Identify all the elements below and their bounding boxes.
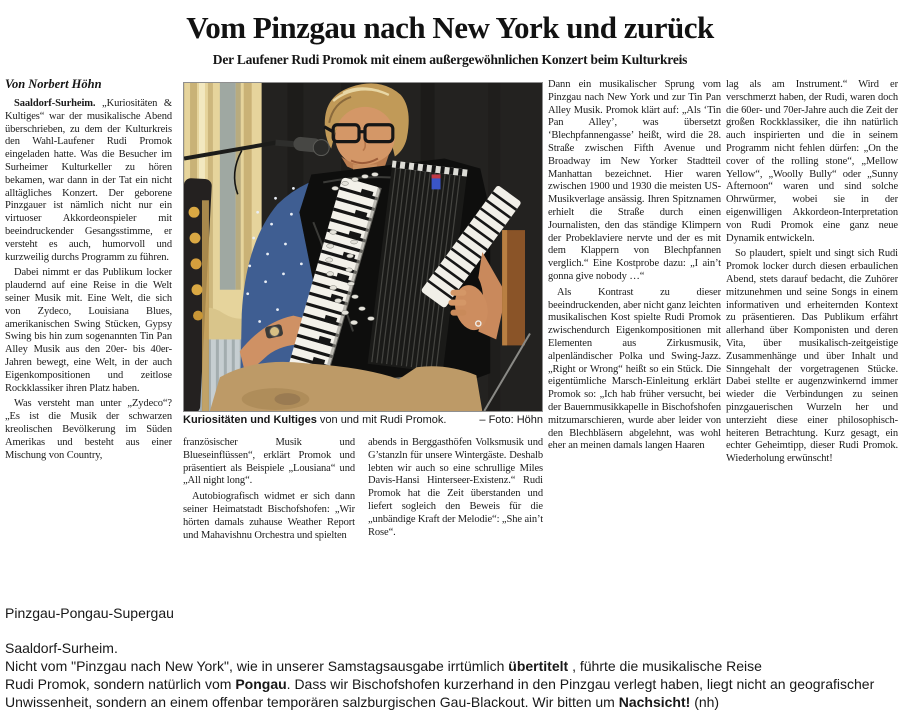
paragraph [5,98,172,264]
correction-text: . Dass wir Bischofshofen kurzerhand in den Pinzgau verlegt haben, liegt nicht an geografischer [286,676,875,692]
correction-bold-word: Nachsicht! [618,694,691,710]
correction-text: Unwissenheit, sondern an einem offenbar temporären salzburgischen Gau-Blackout. Wir bitten um [5,694,619,710]
caption-rest: von und mit Rudi Promok. [316,414,447,426]
article-column-3 [368,437,543,542]
article-title: Vom Pinzgau nach New York und zurück [186,10,714,45]
caption-text [183,414,446,426]
paragraph: Dann ein musikalischer Sprung vom Pinzgau nach New York und zur Tin Pan Alley Musik. Promok klärt auf: „Als ‘Tin Pan Alley’, was übersetzt ‘Blechpfannengasse’ heißt, wird die 28. Straße zwischen Fifth Avenue und Broadway im New Yorker Stadtteil Manhattan bezeichnet. Hier waren zwischen 1900 und 1930 die meisten US-Musikverlage ansässig. Ihren Spitznamen erhielt die Straße durch einen Journalisten, den das ständige Klimpern der Probeklaviere nervte und der es mit dem Klappern von Blechpfannen verglich.“ Eine Kostprobe dazu: „I ain’t gonna give nobody …“ [548,79,721,282]
correction-bold-word: übertitelt [508,658,569,674]
music-stand [184,178,212,411]
paragraph: lag als am Instrument.“ Wird er verschmerzt haben, der Rudi, waren doch die 60er- und 70er-Jahre auch die Zeit der großen Rockklassiker, die ihn natürlich auch inspirierten und die in seinem Programm nicht fehlen dürfen: „On the cover of the rolling stone“, „Mellow Yellow“, „Woolly Bully“ oder „Sunny Afternoon“ waren und sind solche Ohrwürmer, wobei sie in der eigenwilligen Akkordeon-Interpretation von Rudi Promok eine ganz neue Dynamik entwickeln. [726,79,898,244]
paragraph: Was versteht man unter „Zydeco“? „Es ist die Musik der schwarzen kreolischen Bevölkerung im Süden Amerikas und besteht aus einer Mischung von Country, [5,398,172,461]
correction-line [5,693,897,711]
correction-text: , führte die musikalische Reise [568,658,762,674]
paragraph: Dabei nimmt er das Publikum locker plaudernd auf eine Reise in die Welt seiner Musik mit. Eine Welt, die sich von Zydeco, Louisiana Blues, amerikanischen Swing Stücken, Gypsy Swing bis hin zum sogenannten Tin Pan Alley Musik aus den 20er- bis 40er-Jahren bewegt, eine Welt, in der auch Eigenkompositionen und zeitlose Rockklassiker ihren Platz haben. [5,267,172,394]
article-subtitle: Der Laufener Rudi Promok mit einem außergewöhnlichen Konzert beim Kulturkreis [212,52,688,67]
khaki-trousers [210,362,482,411]
article-column-1 [5,98,172,465]
photo-credit: – Foto: Höhn [479,414,543,426]
caption-lead: Kuriositäten und Kultiges [183,414,317,426]
correction-line [5,675,897,693]
photo-caption [183,414,543,426]
article-column-4 [548,79,721,456]
correction-text: (nh) [690,694,720,710]
concert-photo [183,82,543,412]
article-byline: Von Norbert Höhn [5,77,102,91]
dateline: Saaldorf-Surheim. [14,98,96,109]
correction-location: Saaldorf-Surheim. [5,640,118,656]
paragraph: Als Kontrast zu dieser beeindruckenden, aber nicht ganz leichten musikalischen Kost spielte Rudi Promok zwischendurch Eigenkompositionen mit Elementen aus Zirkusmusik, alpenländischer Polka und Swing-Jazz. „Right or Wrong“ heißt so ein Stück. Die eigentümliche Marsch-Einleitung erklärt Promok so: „Ich hab früher versucht, bei der Bauernmusikkapelle in Bischofshofen mitzumarschieren, wurde aber leider von den Blechbläsern abgelehnt, was wohl eher an meinen damals langen Haaren [548,286,721,452]
article-column-5 [726,79,898,469]
paragraph: Autobiografisch widmet er sich dann seiner Heimatstadt Bischofshofen: „Wir hörten damals zuhause Weather Report und Mahavishnu Orchestra und spielten [183,491,355,541]
paragraph: abends in Berggasthöfen Volksmusik und G’stanzln für unsere Wintergäste. Deshalb lebten wir auch so eine schrullige Miles Davis-Hansi Hinterseer-Existenz.“ Rudi Promok hat die Zeit überstanden und liefert sogleich den Beweis für die „unbändige Kraft der Melodie“: „She ain’t Rose“. [368,437,543,538]
correction-text: Rudi Promok, sondern natürlich vom [5,676,236,692]
correction-line [5,657,897,675]
correction-text: Nicht vom "Pinzgau nach New York", wie in unserer Samstagsausgabe irrtümlich [5,658,509,674]
paragraph: französischer Musik und Blueseinflüssen“, erklärt Promok und präsentiert als Beispiele „Lousiana“ und „All night long“. [183,437,355,487]
paragraph-text: „Kuriositäten & Kultiges“ war der musikalische Abend überschrieben, zu dem der Kulturkreis den Wahl-Laufener Rudi Promok eingeladen hatte. Was die Besucher im Surheimer Kulturkeller zu hören bekamen, war dann in der Tat ein nicht alltägliches Konzert. Der geborene Pinzgauer ist nämlich nicht nur ein virtuoser Akkordeonspieler mit beeindruckender Gesangsstimme, er versteht es auch, humorvoll und kurzweilig durchs Programm zu führen. [5,98,172,263]
correction-heading: Pinzgau-Pongau-Supergau [5,605,174,621]
paragraph: So plaudert, spielt und singt sich Rudi Promok locker durch diesen erbaulichen Abend, stets darauf bedacht, die Zuhörer mitzunehmen und seine Songs in einem informativen und erheiternden Kontext zu präsentieren. Das Publikum erfährt allerhand über Komponisten und deren Vita, über musikalisch-zeitgeistige Zusammenhänge und über Inhalt und Sinngehalt der vorgetragenen Stücke. Dabei stellte er augenzwinkernd immer wieder die Verbindungen zu seinen pinzgauerischen Wurzeln her und unterzieht diese einer philosophisch-heiteren Betrachtung. Kurz gesagt, ein echter Geheimtipp, dieser Rudi Promok. Wiederholung erwünscht! [726,248,898,465]
concert-photo-illustration [184,83,542,411]
wooden-chair [502,230,525,345]
correction-notice [5,604,897,711]
article-column-2 [183,437,355,545]
correction-bold-word: Pongau [235,676,287,692]
